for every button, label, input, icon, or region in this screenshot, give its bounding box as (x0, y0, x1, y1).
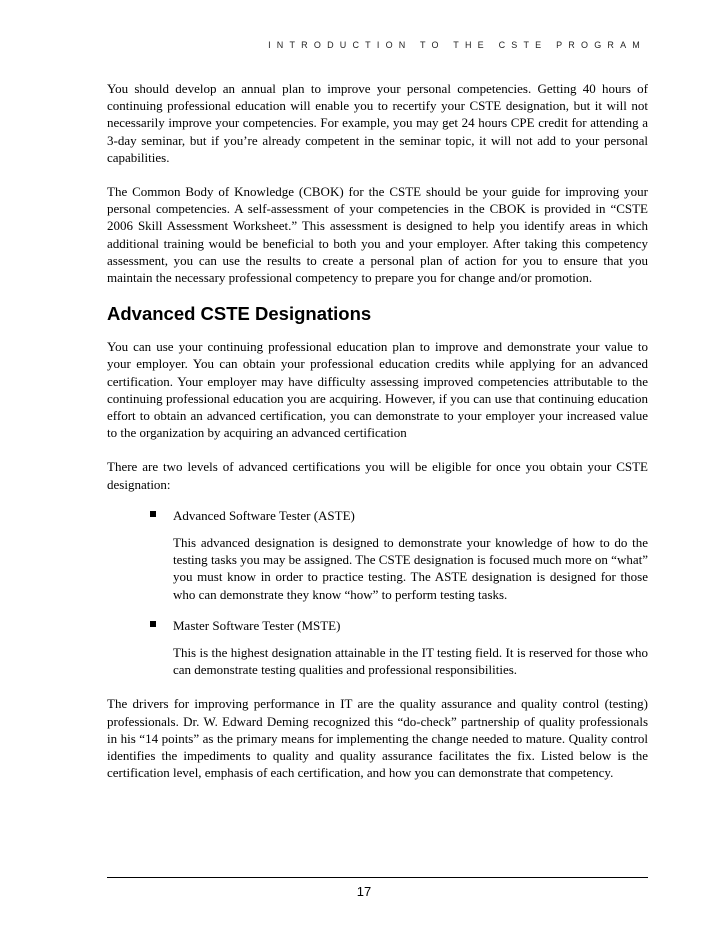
body-paragraph: You should develop an annual plan to improve your personal competencies. Getting 40 hours of continuing professional education will enable you to recertify your CSTE designation, but it will not necessarily improve your competencies. For example, you may get 24 hours CPE credit for attending a 3-day seminar, but if you’re already competent in the seminar topic, it will not add to your personal capabilities. (107, 81, 648, 165)
bullet-title-text: Advanced Software Tester (ASTE) (173, 507, 355, 523)
bullet-description: This is the highest designation attainable in the IT testing field. It is reserved for those who can demonstrate testing qualities and professional responsibilities. (173, 645, 648, 678)
running-header: INTRODUCTION TO THE CSTE PROGRAM (268, 40, 646, 50)
body-paragraph: There are two levels of advanced certifications you will be eligible for once you obtain your CSTE designation: (107, 459, 648, 492)
body-paragraph: The drivers for improving performance in IT are the quality assurance and quality control (testing) professionals. Dr. W. Edward Deming recognized this “do-check” partnership of quality professionals in his “14 points” as the primary means for implementing the change needed to mature. Quality control identifies the impediments to quality and quality assurance facilitates the fix. Listed below is the certification level, emphasis of each certification, and how you can demonstrate that competency. (107, 696, 648, 781)
square-bullet-icon (150, 511, 156, 517)
list-item (147, 507, 648, 603)
body-paragraph: You can use your continuing professional education plan to improve and demonstrate your value to your employer. You can obtain your professional education credits while applying for an advanced certification. Your employer may have difficulty assessing improved competencies attributable to the continuing professional education you are acquiring. However, if you can use that continuing education effort to obtain an advanced certification, you can demonstrate to your employer your increased value to the organization by acquiring an advanced certification (107, 339, 648, 441)
footer-divider (107, 877, 648, 878)
bullet-description: This advanced designation is designed to demonstrate your knowledge of how to do the testing tasks you may be assigned. The CSTE designation is focused much more on “what” you must know in order to practice testing. The ASTE designation is designed for those who can demonstrate they know “how” to perform testing tasks. (173, 535, 648, 602)
bullet-title (147, 507, 648, 524)
page-content (107, 80, 648, 799)
section-heading: Advanced CSTE Designations (107, 303, 372, 325)
square-bullet-icon (150, 621, 156, 627)
body-paragraph: The Common Body of Knowledge (CBOK) for the CSTE should be your guide for improving your personal competencies. A self-assessment of your competencies in the CBOK is provided in “CSTE 2006 Skill Assessment Worksheet.” This assessment is designed to help you identify areas in which additional training would be beneficial to both you and your employer. After taking this competency assessment, you can use the results to create a personal plan of action for you to ensure that you maintain the necessary professional competency to prepare you for change and/or promotion. (107, 184, 648, 286)
bullet-title-text: Master Software Tester (MSTE) (173, 617, 341, 633)
bullet-title (147, 617, 648, 634)
certification-list (147, 507, 648, 679)
page-number: 17 (356, 884, 372, 899)
list-item (147, 617, 648, 679)
